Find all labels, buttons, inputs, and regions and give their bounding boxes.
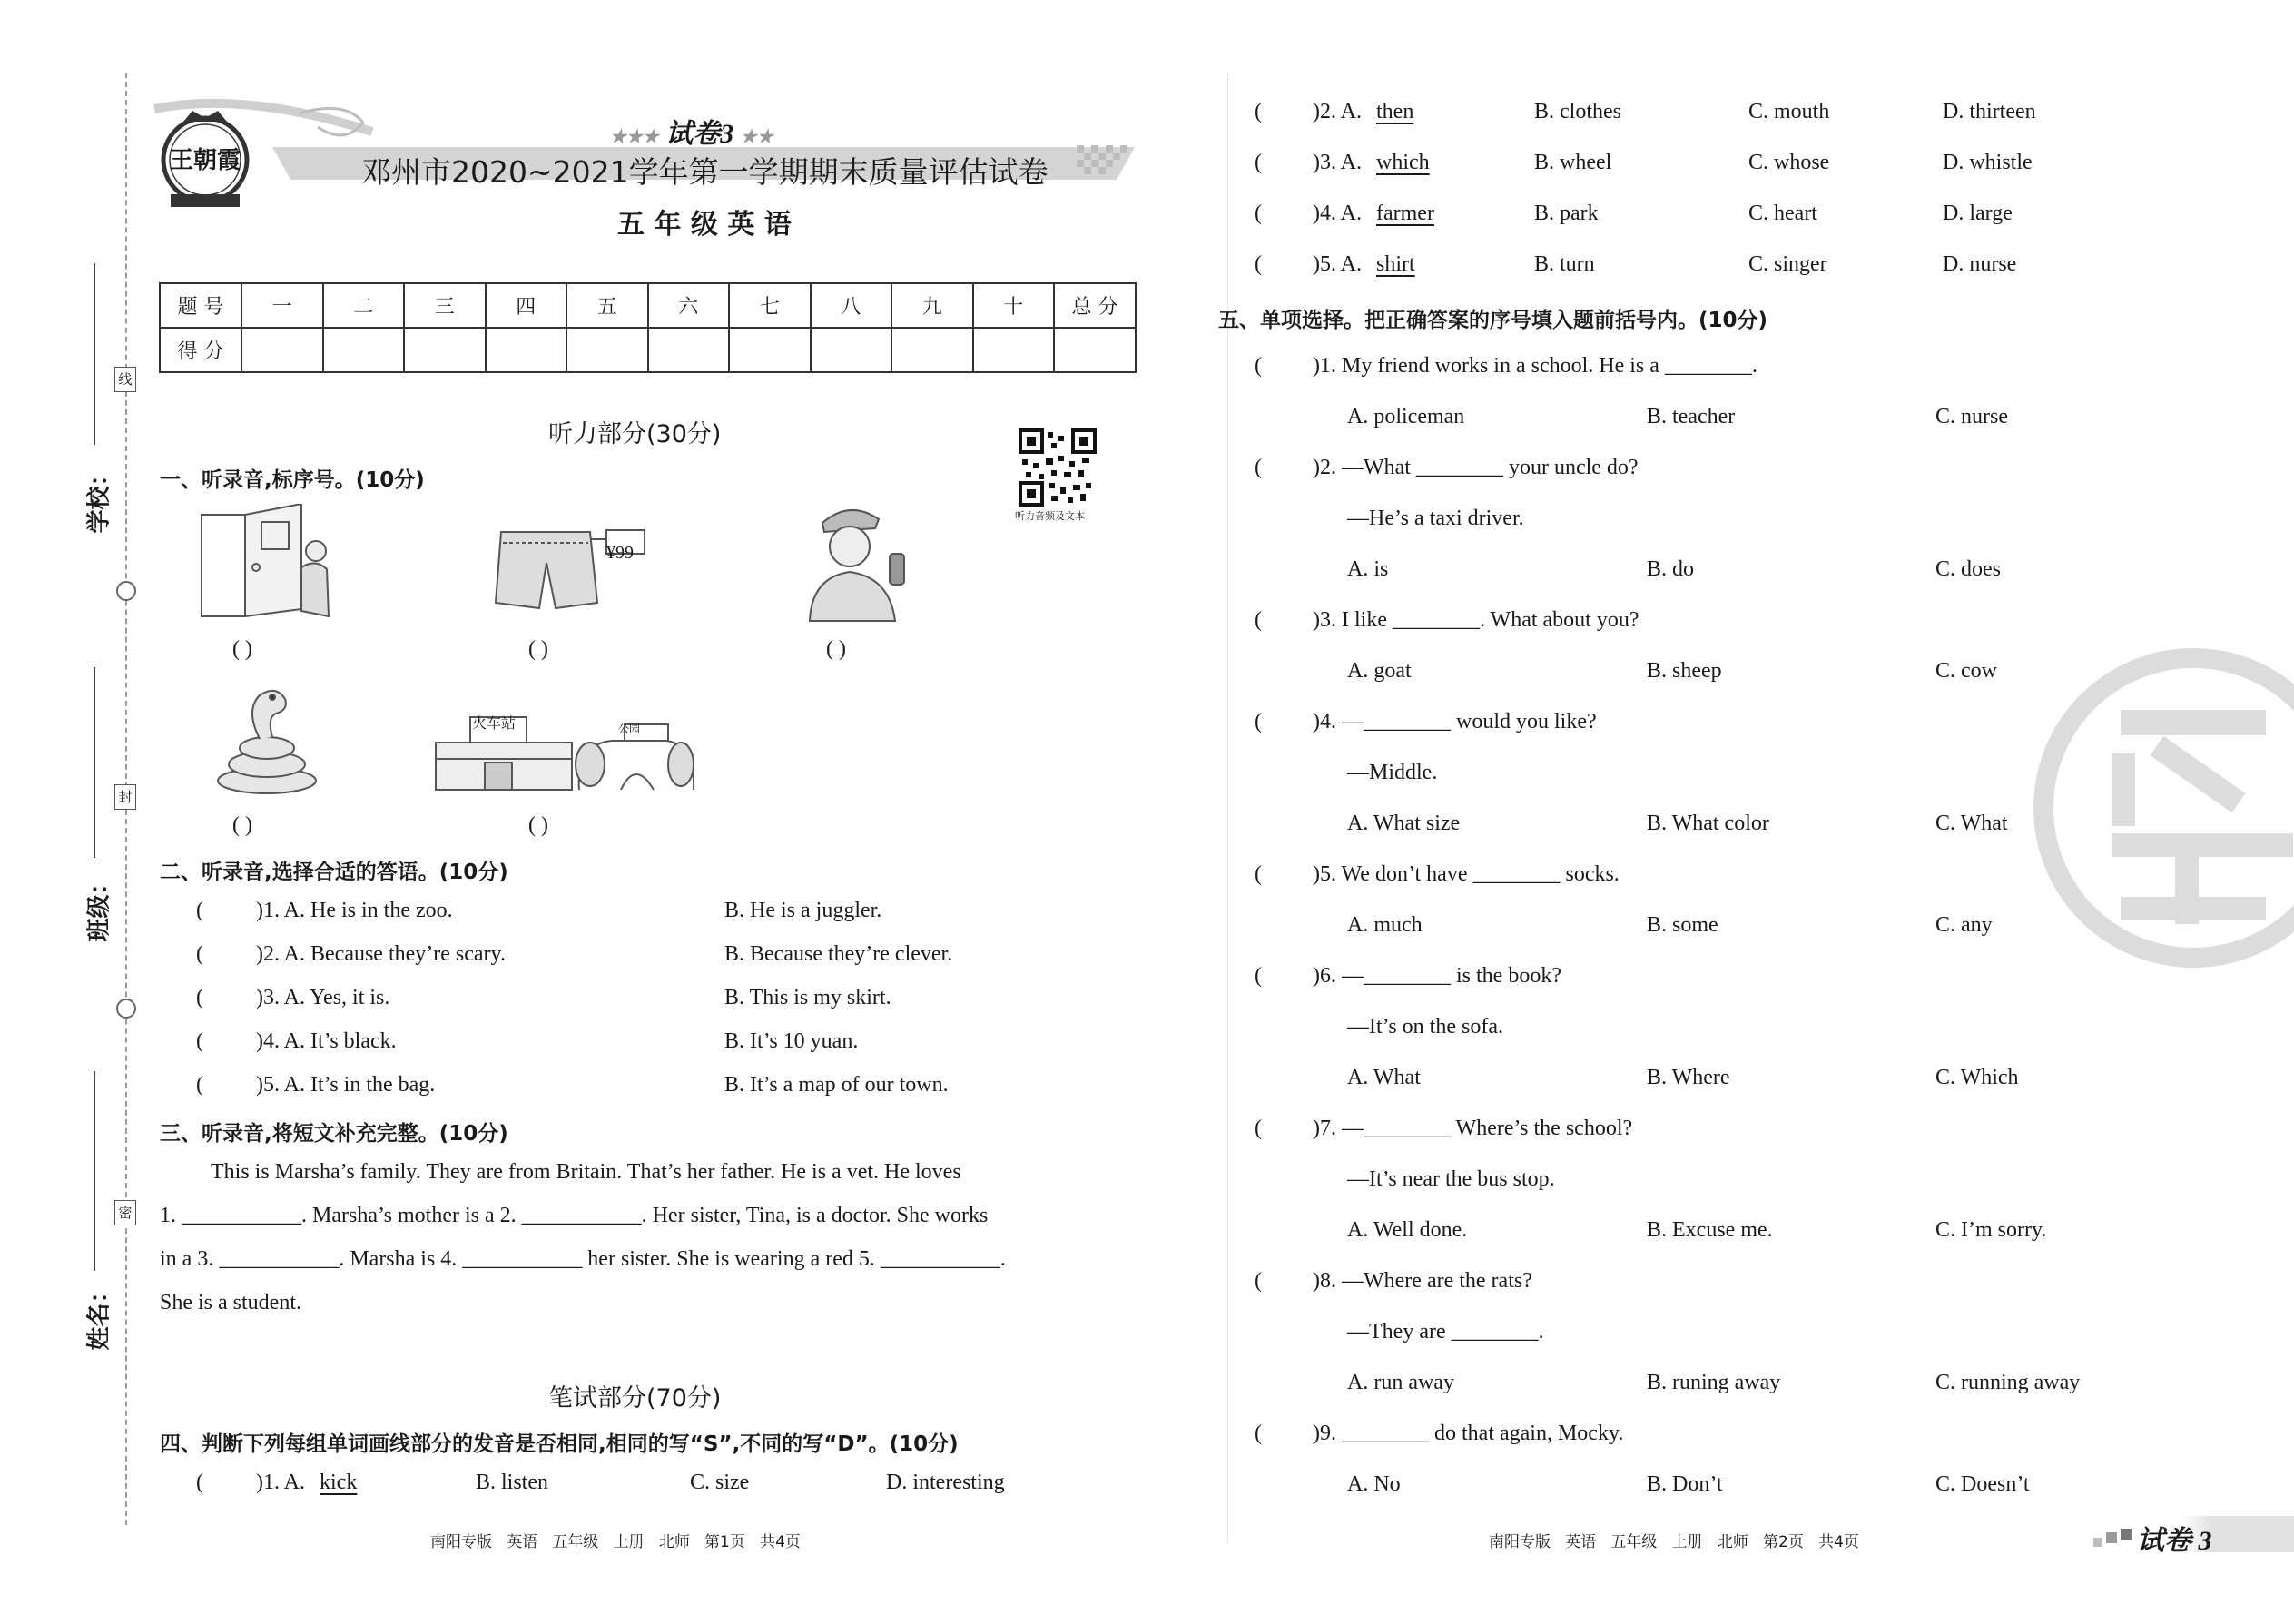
s5-option-b: B. teacher — [1647, 405, 1736, 428]
section-1-heading: 一、听录音,标序号。(10分) — [160, 468, 425, 492]
s5-option-b: B. runing away — [1647, 1371, 1781, 1394]
paren-open: ( — [196, 942, 203, 966]
door-picture-icon — [192, 504, 330, 622]
s5-option-a: A. No — [1347, 1472, 1401, 1496]
s2-q1-b: B. He is a juggler. — [724, 899, 882, 922]
paren-open: ( — [196, 1073, 203, 1097]
s5-stem: )3. I like ________. What about you? — [1313, 608, 1639, 632]
exam-subtitle: 五 年 级 英 语 — [617, 209, 792, 241]
score-header-cell: 六 — [648, 283, 730, 328]
sign-station: 火车站 — [472, 714, 517, 732]
s5-option-a: A. much — [1347, 913, 1423, 937]
star-icon: ★★ — [740, 127, 773, 147]
price-tag: ¥99 — [606, 543, 634, 563]
score-header-cell: 七 — [729, 283, 811, 328]
paren-open: ( — [1255, 151, 1262, 174]
score-header-cell: 五 — [566, 283, 648, 328]
s4-word-b: B. clothes — [1534, 100, 1621, 123]
score-cell — [323, 328, 405, 372]
score-table — [159, 282, 1137, 373]
s5-stem: )8. —Where are the rats? — [1313, 1269, 1532, 1293]
s5-option-c: C. Doesn’t — [1935, 1472, 2030, 1496]
class-label: 班级： — [85, 871, 113, 942]
s5-stem: )1. My friend works in a school. He is a ________. — [1313, 354, 1757, 378]
score-header-cell: 八 — [811, 283, 892, 328]
s4-num: )4. A. — [1313, 202, 1362, 225]
s4-word-b: B. turn — [1534, 252, 1595, 276]
score-cell — [486, 328, 567, 372]
badge-squares-icon — [2093, 1527, 2133, 1549]
s5-option-c: C. running away — [1935, 1371, 2081, 1394]
s4-word-c: C. singer — [1748, 252, 1827, 276]
paren-open: ( — [1255, 252, 1262, 276]
s5-stem: )7. —________ Where’s the school? — [1313, 1117, 1633, 1140]
s4-word-a: shirt — [1376, 252, 1415, 276]
score-cell — [729, 328, 811, 372]
s5-option-a: A. policeman — [1347, 405, 1465, 428]
seal-char-seal: 封 — [114, 784, 136, 810]
s4-num: )3. A. — [1313, 151, 1362, 174]
score-cell — [241, 328, 323, 372]
banner-checker-pattern — [1077, 145, 1140, 182]
s5-extra: —They are ________. — [1347, 1320, 1544, 1343]
section-4-heading: 四、判断下列每组单词画线部分的发音是否相同,相同的写“S”,不同的写“D”。(10分) — [160, 1432, 959, 1456]
passage-line-3: in a 3. ___________. Marsha is 4. ___________ her sister. She is wearing a red 5. ___________. — [160, 1247, 1006, 1271]
seal-char-secret: 密 — [114, 1200, 136, 1225]
s5-extra: —He’s a taxi driver. — [1347, 507, 1524, 530]
class-blank-line — [94, 667, 95, 858]
paren-open: ( — [1255, 456, 1262, 479]
answer-paren: ( ) — [232, 813, 252, 837]
answer-paren: ( ) — [826, 637, 846, 661]
s5-option-c: C. cow — [1935, 659, 1997, 683]
policeman-picture-icon — [795, 499, 924, 623]
score-table-header-row — [160, 283, 1136, 328]
score-table-score-row — [160, 328, 1136, 372]
paren-open: ( — [1255, 1422, 1262, 1445]
binding-hole-icon — [116, 999, 136, 1019]
s4-word-b: B. listen — [476, 1471, 549, 1494]
school-blank-line — [94, 263, 95, 445]
s4-word-d: D. large — [1943, 202, 2013, 225]
s5-option-a: A. What size — [1347, 812, 1461, 835]
s4-word-b: B. park — [1534, 202, 1599, 225]
score-header-cell: 九 — [891, 283, 973, 328]
s4-num: )1. A. — [256, 1471, 305, 1494]
paren-open: ( — [1255, 100, 1262, 123]
s4-word-c: C. whose — [1748, 151, 1830, 174]
s4-num: )2. A. — [1313, 100, 1362, 123]
s5-option-a: A. goat — [1347, 659, 1412, 683]
s4-word-a: then — [1376, 100, 1414, 123]
s2-q5-a: )5. A. It’s in the bag. — [256, 1073, 436, 1097]
s4-word-a: kick — [320, 1471, 358, 1494]
s2-q3-a: )3. A. Yes, it is. — [256, 986, 390, 1009]
s5-stem: )9. ________ do that again, Mocky. — [1313, 1422, 1624, 1445]
paren-open: ( — [1255, 1117, 1262, 1140]
s2-q1-a: )1. A. He is in the zoo. — [256, 899, 453, 922]
seal-char-line: 线 — [114, 367, 136, 392]
score-cell — [566, 328, 648, 372]
s2-q5-b: B. It’s a map of our town. — [724, 1073, 949, 1097]
s4-word-d: D. thirteen — [1943, 100, 2036, 123]
paren-open: ( — [196, 986, 203, 1009]
s5-option-a: A. run away — [1347, 1371, 1454, 1394]
s4-word-b: B. wheel — [1534, 151, 1612, 174]
score-cell — [648, 328, 730, 372]
s5-extra: —It’s near the bus stop. — [1347, 1167, 1555, 1191]
score-cell — [1054, 328, 1136, 372]
written-title: 笔试部分(70分) — [548, 1384, 722, 1412]
paper-label: ★★★ 试卷3 ★★ — [610, 119, 773, 149]
section-5-heading: 五、单项选择。把正确答案的序号填入题前括号内。(10分) — [1218, 309, 1768, 332]
paren-open: ( — [196, 1029, 203, 1053]
brand-logo — [156, 107, 254, 214]
paren-open: ( — [1255, 1269, 1262, 1293]
score-header-cell: 二 — [323, 283, 405, 328]
score-header-cell: 总 分 — [1054, 283, 1136, 328]
section-3-heading: 三、听录音,将短文补充完整。(10分) — [160, 1122, 508, 1146]
s5-option-b: B. do — [1647, 557, 1695, 581]
qr-code-icon — [1019, 428, 1097, 507]
score-cell — [973, 328, 1055, 372]
answer-paren: ( ) — [232, 637, 252, 661]
s5-option-c: C. I’m sorry. — [1935, 1218, 2047, 1242]
score-header-cell: 一 — [241, 283, 323, 328]
s5-option-b: B. Excuse me. — [1647, 1218, 1773, 1242]
s2-q4-a: )4. A. It’s black. — [256, 1029, 397, 1053]
score-header-cell: 三 — [404, 283, 486, 328]
s5-extra: —It’s on the sofa. — [1347, 1015, 1503, 1038]
score-cell — [404, 328, 486, 372]
sign-park: 公园 — [618, 723, 641, 735]
page-fold-line — [1227, 73, 1228, 1543]
s4-word-a: which — [1376, 151, 1430, 174]
s5-option-c: C. any — [1935, 913, 1993, 937]
s5-option-a: A. What — [1347, 1066, 1421, 1089]
passage-line-4: She is a student. — [160, 1291, 301, 1314]
paren-open: ( — [1255, 202, 1262, 225]
section-2-heading: 二、听录音,选择合适的答语。(10分) — [160, 861, 508, 884]
paren-open: ( — [1255, 608, 1262, 632]
s5-option-b: B. some — [1647, 913, 1718, 937]
s5-option-c: C. Which — [1935, 1066, 2019, 1089]
s4-word-a: farmer — [1376, 202, 1434, 225]
score-header-cell: 十 — [973, 283, 1055, 328]
shorts-picture-icon — [490, 527, 646, 617]
score-header-cell: 四 — [486, 283, 567, 328]
s4-num: )5. A. — [1313, 252, 1362, 276]
s2-q3-b: B. This is my skirt. — [724, 986, 891, 1009]
name-label: 姓名： — [85, 1279, 113, 1351]
paren-open: ( — [196, 899, 203, 922]
snake-picture-icon — [209, 683, 327, 797]
s5-option-b: B. What color — [1647, 812, 1769, 835]
s5-option-b: B. Where — [1647, 1066, 1730, 1089]
paren-open: ( — [1255, 964, 1262, 988]
school-label: 学校： — [85, 462, 113, 534]
paren-open: ( — [1255, 354, 1262, 378]
paren-open: ( — [1255, 710, 1262, 733]
s5-stem: )4. —________ would you like? — [1313, 710, 1597, 733]
passage-line-2: 1. ___________. Marsha’s mother is a 2. ___________. Her sister, Tina, is a doctor. She works — [160, 1204, 989, 1227]
score-cell — [891, 328, 973, 372]
qr-caption: 听力音频及文本 — [1015, 510, 1085, 522]
star-icon: ★★★ — [610, 127, 659, 147]
footer-left: 南阳专版 英语 五年级 上册 北师 第1页 共4页 — [430, 1533, 801, 1551]
passage-line-1: This is Marsha’s family. They are from Britain. That’s her father. He is a vet. He loves — [211, 1160, 961, 1184]
s5-extra: —Middle. — [1347, 761, 1438, 784]
s5-option-c: C. does — [1935, 557, 2001, 581]
paren-open: ( — [1255, 862, 1262, 886]
s4-word-d: D. nurse — [1943, 252, 2017, 276]
listening-title: 听力部分(30分) — [548, 420, 722, 448]
s4-word-d: D. whistle — [1943, 151, 2033, 174]
answer-paren: ( ) — [528, 637, 548, 661]
binding-hole-icon — [116, 581, 136, 601]
s5-option-b: B. sheep — [1647, 659, 1722, 683]
s5-option-c: C. What — [1935, 812, 2008, 835]
s4-word-d: D. interesting — [886, 1471, 1005, 1494]
s5-option-c: C. nurse — [1935, 405, 2008, 428]
name-blank-line — [94, 1071, 95, 1271]
station-park-picture-icon — [430, 704, 699, 795]
s5-option-b: B. Don’t — [1647, 1472, 1723, 1496]
s5-stem: )2. —What ________ your uncle do? — [1313, 456, 1639, 479]
logo-text: 王朝霞 — [169, 147, 241, 174]
s5-option-a: A. is — [1347, 557, 1389, 581]
secret-seal-watermark — [2021, 626, 2294, 999]
s5-option-a: A. Well done. — [1347, 1218, 1468, 1242]
s5-stem: )5. We don’t have ________ socks. — [1313, 862, 1620, 886]
s2-q2-b: B. Because they’re clever. — [724, 942, 953, 966]
score-cell — [811, 328, 892, 372]
s4-word-c: C. size — [690, 1471, 750, 1494]
s2-q2-a: )2. A. Because they’re scary. — [256, 942, 506, 966]
score-row-label: 得 分 — [160, 328, 241, 372]
exam-title: 邓州市2020~2021学年第一学期期末质量评估试卷 — [361, 154, 1049, 190]
s2-q4-b: B. It’s 10 yuan. — [724, 1029, 859, 1053]
score-header-cell: 题 号 — [160, 283, 241, 328]
page-badge: 试卷 3 — [2137, 1526, 2212, 1556]
paren-open: ( — [196, 1471, 203, 1494]
footer-right: 南阳专版 英语 五年级 上册 北师 第2页 共4页 — [1489, 1533, 1859, 1551]
s4-word-c: C. mouth — [1748, 100, 1830, 123]
answer-paren: ( ) — [528, 813, 548, 837]
s4-word-c: C. heart — [1748, 202, 1817, 225]
s5-stem: )6. —________ is the book? — [1313, 964, 1561, 988]
